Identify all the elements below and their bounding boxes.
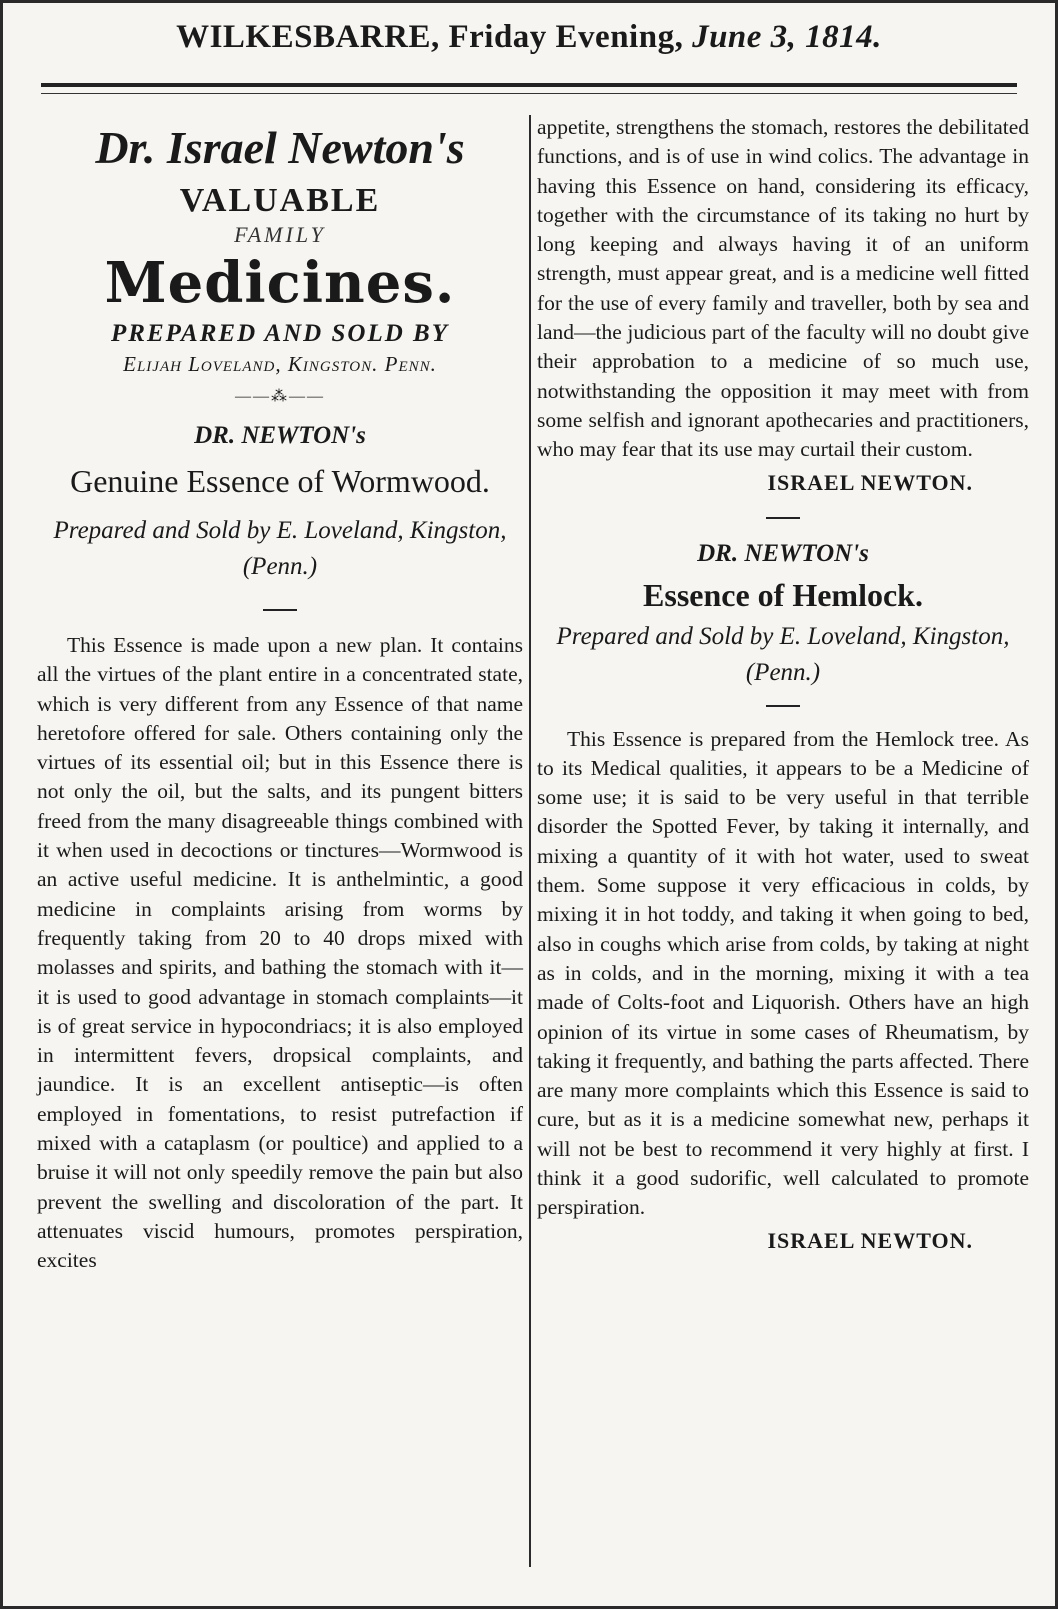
ornament-divider: ——⁂—— bbox=[235, 388, 325, 405]
ad-title-family: FAMILY bbox=[234, 222, 326, 247]
masthead bbox=[3, 19, 1055, 56]
ad1-prepared-line: Prepared and Sold by E. Loveland, Kingston, (Penn.) bbox=[53, 517, 507, 580]
ad1-product-title: Genuine Essence of Wormwood. bbox=[70, 463, 490, 499]
ad2-heading: DR. NEWTON's bbox=[697, 539, 869, 567]
seller-line: Elijah Loveland, Kingston. Penn. bbox=[123, 352, 437, 376]
masthead-date: June 3, 1814. bbox=[692, 19, 882, 55]
prepared-by-line: PREPARED AND SOLD BY bbox=[111, 320, 449, 347]
ad1-body-continued: appetite, strengthens the stomach, restores the debilitated functions, and is of use in wind colics. The advantage in having this Essence on hand, considering its efficacy, together with the circumstance of its taking no hurt by long keeping and always having it of an uniform strength, must appear great, and is a medicine well fitted for the use of every family and traveller, both by sea and land—the judicious part of the faculty will no doubt give their approbation to a medicine of so much use, notwithstanding the opposition it may meet with from some selfish and ignorant apothecaries and practitioners, who may fear that its use may curtail their custom. bbox=[537, 115, 1029, 462]
ad1-short-rule bbox=[263, 609, 297, 611]
masthead-rule-thick bbox=[41, 83, 1017, 87]
ad-title-name: Dr. Israel Newton's bbox=[95, 122, 465, 173]
ad-separator-rule bbox=[766, 517, 800, 519]
ad2-short-rule bbox=[766, 705, 800, 707]
ad1-body-text: This Essence is made upon a new plan. It contains all the virtues of the plant entire in a concentrated state, which is very different from any Essence of that name heretofore offered for sale. Others containing only the virtues of its essential oil; but in this Essence there is not only the oil, but the salts, and its pungent bitters freed from the many disagreeable things combined with it when used in decoctions or tinctures—Wormwood is an active useful medicine. It is anthelmintic, a good medicine in complaints arising from worms by frequently taking from 20 to 40 drops mixed with molasses and spirits, and bathing the stomach with it—it is used to good advantage in stomach complaints—it is of great service in hypocondriacs; it is also employed in intermittent fevers, dropsical complaints, and jaundice. It is an excellent antiseptic—is often employed in fomentations, to resist putrefaction if mixed with a cataplasm (or poultice) and applied to a bruise it will not only speedily remove the pain but also prevent the swelling and discoloration of the part. It attenuates viscid humours, promotes perspiration, excites bbox=[37, 633, 523, 1273]
column-divider bbox=[529, 115, 531, 1567]
masthead-day: Friday Evening, bbox=[448, 19, 684, 55]
ad-title-valuable: VALUABLE bbox=[179, 182, 381, 219]
ad1-heading: DR. NEWTON's bbox=[194, 422, 366, 449]
right-column bbox=[537, 113, 1029, 1257]
left-column bbox=[37, 113, 523, 1276]
ad2-prepared-line: Prepared and Sold by E. Loveland, Kingston, (Penn.) bbox=[556, 622, 1010, 686]
masthead-rule-thin bbox=[41, 93, 1017, 94]
ad2-signature: ISRAEL NEWTON. bbox=[767, 1227, 973, 1253]
ad2-body-text: This Essence is prepared from the Hemlock tree. As to its Medical qualities, it appears to be a Medicine of some use; it is said to be very useful in that terrible disorder the Spotted Fever, by taking it internally, and mixing a quantity of it with hot water, used to sweat them. Some suppose it very efficacious in colds, by mixing it in hot toddy, and taking it when going to bed, also in coughs which arise from colds, by taking at night as in colds, and in the morning, mixing it with a tea made of Colts-foot and Liquorish. Others have an high opinion of its virtue in some cases of Rheumatism, by taking it frequently, and bathing the parts affected. There are many more complaints which this Essence is said to cure, but as it is a medicine somewhat new, perhaps it will not be best to recommend it very highly at first. I think it a good sudorific, well calculated to promote perspiration. bbox=[537, 726, 1029, 1220]
ad2-product-title: Essence of Hemlock. bbox=[643, 576, 923, 613]
masthead-place: WILKESBARRE, bbox=[176, 19, 440, 55]
ad-title-medicines: Medicines. bbox=[104, 250, 456, 316]
ad1-signature: ISRAEL NEWTON. bbox=[767, 469, 973, 495]
